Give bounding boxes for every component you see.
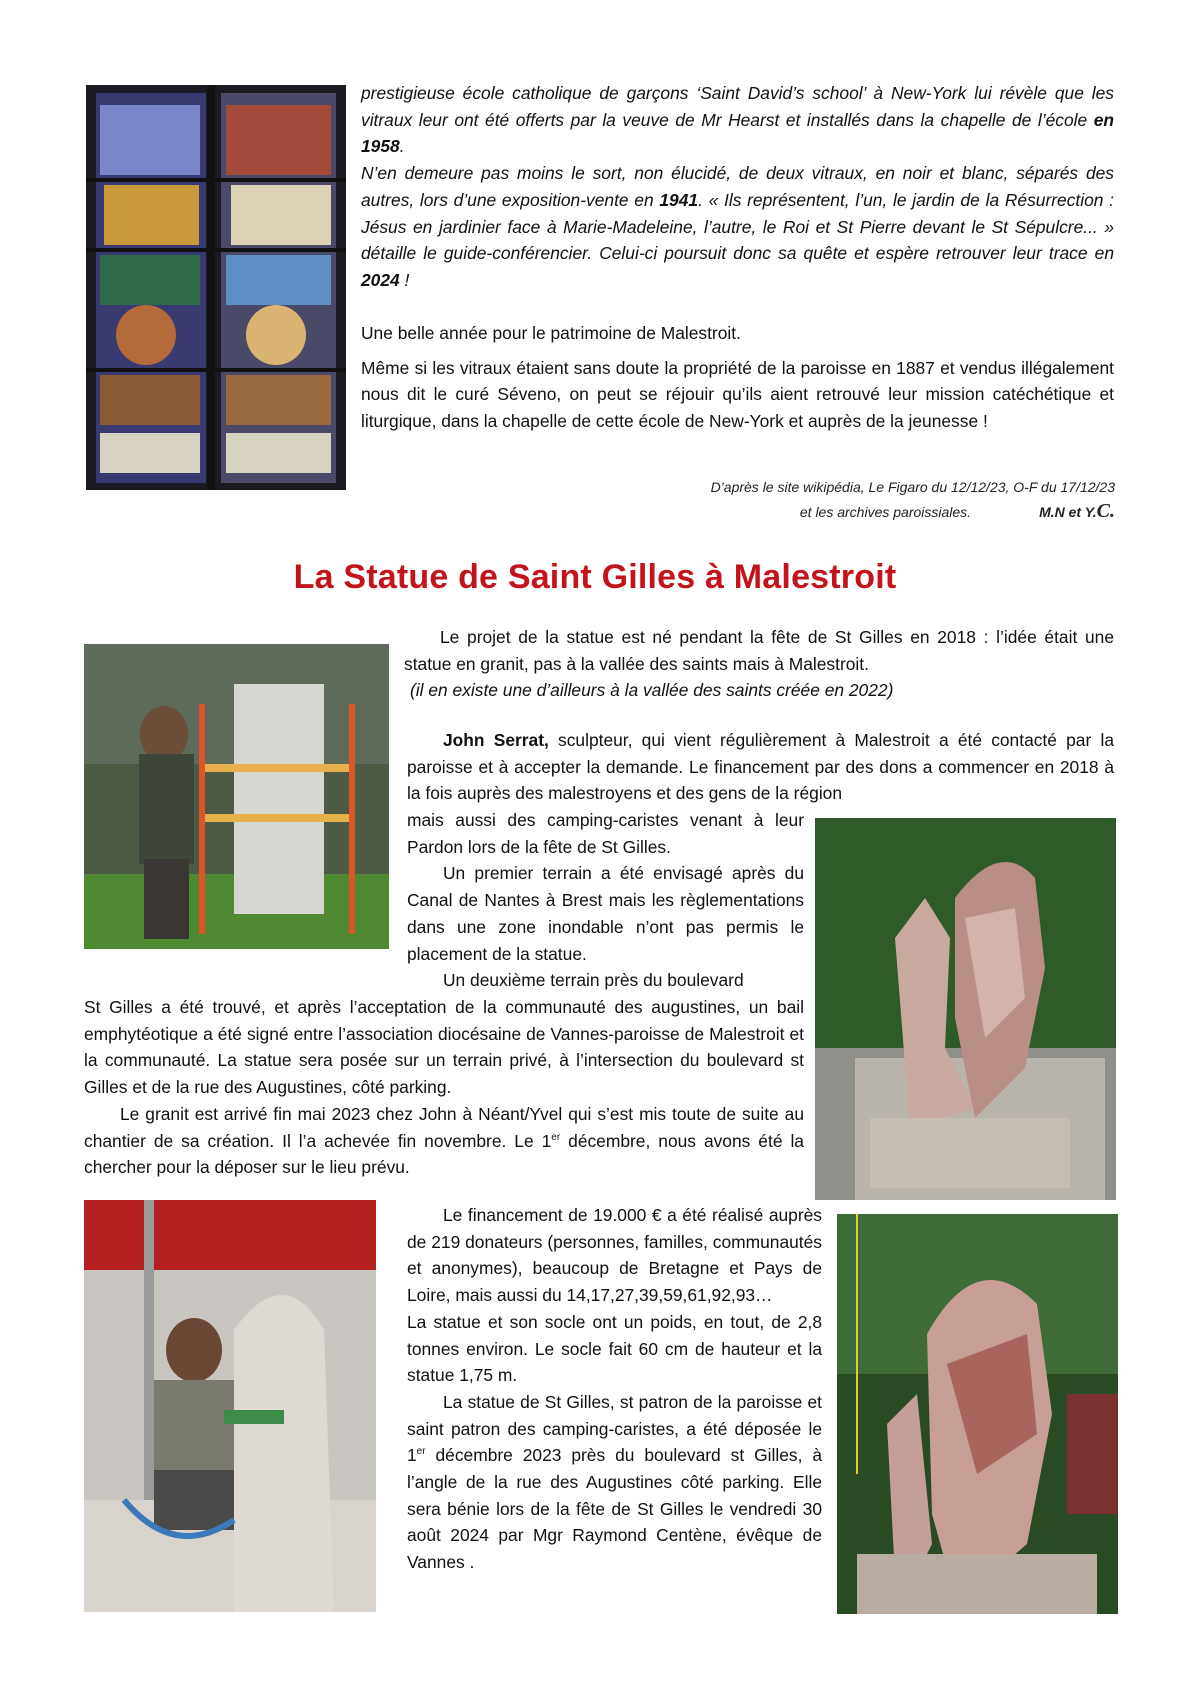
paragraph-school-donation: prestigieuse école catholique de garçons ‘Saint David’s school’ à New-York lui révèle que les vitraux leur ont été offerts par la veuve de Mr Hearst et installés dans la chapelle de l’école en 1958. bbox=[361, 83, 1114, 157]
article-funding-column bbox=[407, 1202, 822, 1576]
paragraph-granite-arrival: Le granit est arrivé fin mai 2023 chez John à Néant/Yvel qui s’est mis toute de suite au chantier de sa création. Il l’a achevée fin novembre. Le 1er décembre, nous avons été la chercher pour la déposer sur le lieu prévu. bbox=[84, 1103, 804, 1178]
article-terrain-column bbox=[407, 807, 804, 994]
paragraph-weight: La statue et son socle ont un poids, en tout, de 2,8 tonnes environ. Le socle fait 60 cm de hauteur et la statue 1,75 m. bbox=[407, 1311, 822, 1386]
top-text-block bbox=[361, 80, 1114, 294]
paragraph-project-origin: Le projet de la statue est né pendant la fête de St Gilles en 2018 : l’idée était une statue en granit, pas à la vallée des saints mais à Malestroit. bbox=[404, 627, 1114, 674]
sculptor-granite-block-photo bbox=[84, 644, 389, 949]
paragraph-valley-note: (il en existe une d’ailleurs à la vallée des saints créée en 2022) bbox=[410, 680, 894, 701]
paragraph-sculptor: John Serrat, sculpteur, qui vient régulièrement à Malestroit a été contacté par la paroisse et à accepter la demande. Le financement par des dons a commencer en 2018 à la fois auprès des malestroyens et des gens de la région bbox=[407, 730, 1114, 804]
paragraph-heritage-year: Une belle année pour le patrimoine de Malestroit. bbox=[361, 323, 741, 343]
stained-glass-photo bbox=[86, 85, 346, 490]
article-second-terrain-block bbox=[84, 994, 804, 1181]
emphasis-1941: 1941 bbox=[659, 189, 699, 210]
statue-detail-photo bbox=[837, 1214, 1118, 1614]
article-title: La Statue de Saint Gilles à Malestroit bbox=[293, 558, 897, 596]
source-line-1: D’après le site wikipédia, Le Figaro du 12/12/23, O-F du 17/12/23 bbox=[710, 479, 1115, 495]
emphasis-2024: 2024 bbox=[361, 269, 400, 290]
paragraph-second-terrain: St Gilles a été trouvé, et après l’acceptation de la communauté des augustines, un bail emphytéotique a été signé entre l’association diocésaine de Vannes-paroisse de Malestroit et la communauté. La statue sera posée sur un terrain privé, à l’intersection du boulevard st Gilles et de la rue des Augustines, côté parking. bbox=[84, 997, 804, 1098]
paragraph-camping-caristes: mais aussi des camping-caristes venant à leur Pardon lors de la fête de St Gilles. bbox=[407, 810, 804, 857]
paragraph-second-terrain-head: Un deuxième terrain près du boulevard bbox=[443, 970, 744, 991]
article-sculptor-paragraph bbox=[407, 727, 1114, 807]
paragraph-placement-blessing: La statue de St Gilles, st patron de la paroisse et saint patron des camping-caristes, a été déposée le 1er décembre 2023 près du boulevard st Gilles, à l’angle de la rue des Augustines côté parking. Elle sera bénie lors de la fête de St Gilles le vendredi 30 août 2024 par Mgr Raymond Centène, évêque de Vannes . bbox=[407, 1391, 822, 1573]
authors: M.N et Y.C. bbox=[1039, 500, 1115, 522]
top-plain-text-block bbox=[361, 320, 1114, 435]
paragraph-funding: Le financement de 19.000 € a été réalisé auprès de 219 donateurs (personnes, familles, communautés et anonymes), beaucoup de Bretagne et Pays de Loire, mais aussi du 14,17,27,39,59,61,92,93… bbox=[407, 1205, 822, 1306]
paragraph-missing-windows: N’en demeure pas moins le sort, non élucidé, de deux vitraux, en noir et blanc, séparés des autres, lors d’une exposition-vente en 1941. « Ils représentent, l’un, le jardin de la Résurrection : Jésus en jardinier face à Marie-Madeleine, l’autre, le Roi et St Pierre devant le St Sépulcre... » détaille le guide-conférencier. Celui-ci poursuit donc sa quête et espère retrouver leur trace en 2024 ! bbox=[361, 163, 1114, 290]
sculptor-working-photo bbox=[84, 1200, 376, 1612]
paragraph-conclusion: Même si les vitraux étaient sans doute la propriété de la paroisse en 1887 et vendus illégalement nous dit le curé Séveno, on peut se réjouir qu’ils aient retrouvé leur mission catéchétique et liturgique, dans la chapelle de cette école de New-York et auprès de la jeunesse ! bbox=[361, 357, 1114, 432]
emphasis-1958: en 1958 bbox=[361, 109, 1114, 157]
source-credits bbox=[560, 475, 1115, 524]
article-intro bbox=[404, 624, 1114, 704]
sculptor-name: John Serrat, bbox=[443, 730, 549, 750]
statue-carving-photo bbox=[815, 818, 1116, 1200]
source-line-2: et les archives paroissiales. M.N et Y.C. bbox=[799, 500, 1115, 522]
paragraph-first-terrain: Un premier terrain a été envisagé après du Canal de Nantes à Brest mais les règlementations dans une zone inondable n’ont pas permis le placement de la statue. bbox=[407, 863, 804, 964]
